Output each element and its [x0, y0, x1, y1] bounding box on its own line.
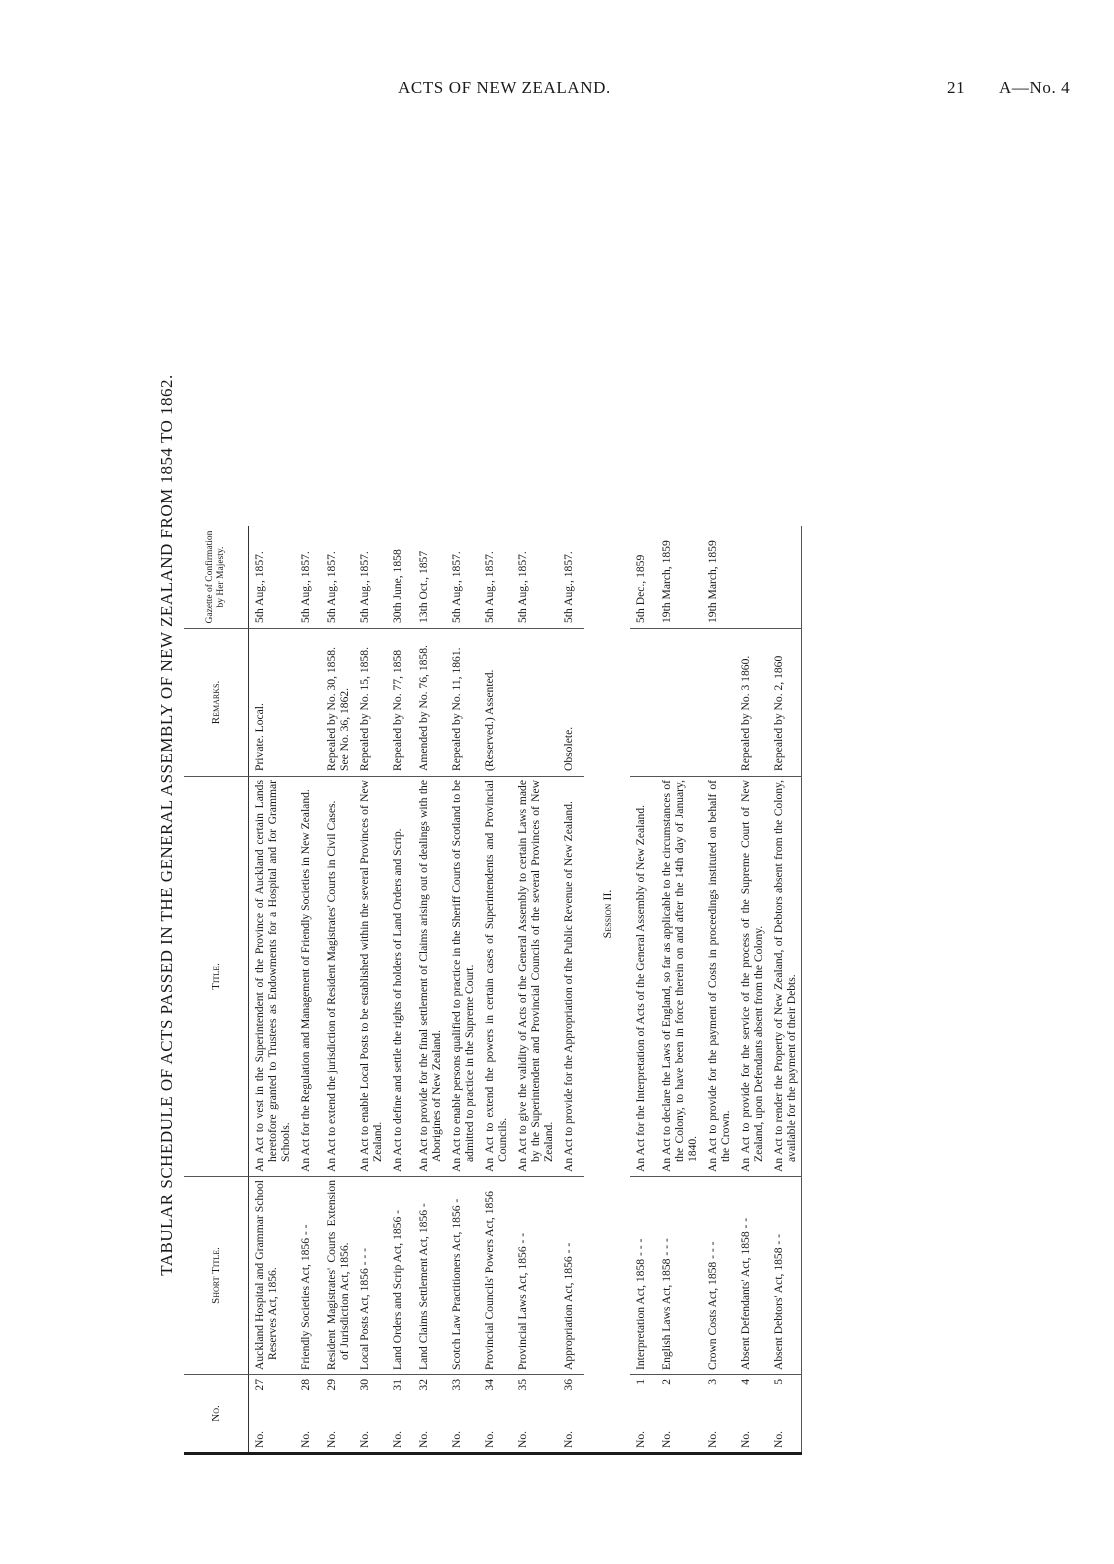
short-title-cell: Auckland Hospital and Grammar School Reserves Act, 1856. [249, 1176, 295, 1374]
row-prefix: No. [417, 1430, 430, 1448]
title-cell: An Act to extend the jurisdiction of Resident Magistrates' Courts in Civil Cases. [321, 776, 354, 1176]
row-prefix: No. [516, 1430, 529, 1448]
gazette-date-cell: 19th March, 1859 [660, 540, 673, 623]
page-number: 21 [947, 78, 966, 97]
row-prefix: No. [772, 1430, 785, 1448]
remarks-cell [702, 628, 735, 776]
row-number [656, 1374, 702, 1452]
short-title-cell: English Laws Act, 1858 - - - [656, 1176, 702, 1374]
title-cell: An Act for the Interpretation of Acts of the General Assembly of New Zealand. [630, 776, 656, 1176]
row-number [249, 1374, 295, 1452]
row-num: 30 [358, 1379, 371, 1391]
row-prefix: No. [634, 1430, 647, 1448]
short-title-cell: Land Claims Settlement Act, 1856 - [413, 1176, 446, 1374]
title-cell: An Act to provide for the service of the process of the Supreme Court of New Zealand, upon Defendants absent from the Colony. [735, 776, 768, 1176]
row-number [354, 1374, 387, 1452]
row-prefix: No. [739, 1430, 752, 1448]
row-prefix: No. [562, 1430, 575, 1448]
short-title-cell: Absent Debtors' Act, 1858 - - [768, 1176, 801, 1374]
gazette-date-cell: 19th March, 1859 [706, 540, 719, 623]
row-prefix: No. [299, 1430, 312, 1448]
remarks-cell [512, 628, 558, 776]
title-cell: An Act to provide for the Appropriation of the Public Revenue of New Zealand. [558, 776, 584, 1176]
short-title-cell: Scotch Law Practitioners Act, 1856 - [446, 1176, 479, 1374]
header-no: No. [184, 1374, 249, 1452]
row-num: 1 [634, 1379, 647, 1385]
row-number [702, 1374, 735, 1452]
short-title-cell: Land Orders and Scrip Act, 1856 - [387, 1176, 413, 1374]
row-prefix: No. [660, 1430, 673, 1448]
row-prefix: No. [358, 1430, 371, 1448]
row-num: 28 [299, 1379, 312, 1391]
row-num: 36 [562, 1379, 575, 1391]
row-number [768, 1374, 801, 1452]
title-cell: An Act to define and settle the rights of holders of Land Orders and Scrip. [387, 776, 413, 1176]
session-heading-text: Session II. [600, 889, 614, 939]
row-num: 27 [253, 1379, 266, 1391]
row-num: 34 [483, 1379, 496, 1391]
row-number [321, 1374, 354, 1452]
gazette-date-cell: 5th Aug., 1857. [483, 551, 496, 623]
short-title-cell: Absent Defendants' Act, 1858 - - [735, 1176, 768, 1374]
row-num: 5 [772, 1379, 785, 1385]
row-num: 4 [739, 1379, 752, 1385]
remarks-cell: Repealed by No. 30, 1858. See No. 36, 1862. [321, 628, 354, 776]
short-title-cell: Interpretation Act, 1858 - - - [630, 1176, 656, 1374]
row-number [479, 1374, 512, 1452]
gazette-date-cell: 5th Aug., 1857. [562, 551, 575, 623]
remarks-cell [295, 628, 321, 776]
row-number [512, 1374, 558, 1452]
gazette-date-cell [768, 526, 801, 628]
remarks-cell: Repealed by No. 3 1860. [735, 628, 768, 776]
gazette-date-cell [735, 526, 768, 628]
title-cell: An Act to render the Property of New Zealand, of Debtors absent from the Colony, available for the payment of their Debts. [768, 776, 801, 1176]
remarks-cell: Repealed by No. 77, 1858 [387, 628, 413, 776]
gazette-date-cell: 5th Aug., 1857. [299, 551, 312, 623]
row-prefix: No. [450, 1430, 463, 1448]
remarks-cell: Repealed by No. 2, 1860 [768, 628, 801, 776]
short-title-cell: Crown Costs Act, 1858 - - - [702, 1176, 735, 1374]
short-title-cell: Local Posts Act, 1856 - - - [354, 1176, 387, 1374]
remarks-cell [630, 628, 656, 776]
title-cell: An Act to give the validity of Acts of the General Assembly to certain Laws made by the Superintendent and Provincial Councils of the several Provinces of New Zealand. [512, 776, 558, 1176]
header-title: Title. [184, 776, 249, 1176]
row-number [413, 1374, 446, 1452]
header-gazette: Gazette of Confirmation by Her Majesty. [184, 526, 249, 628]
session-heading [584, 526, 630, 1452]
row-num: 2 [660, 1379, 673, 1385]
short-title-cell: Appropriation Act, 1856 - - [558, 1176, 584, 1374]
row-num: 32 [417, 1379, 430, 1391]
gazette-date-cell: 5th Aug., 1857. [253, 551, 266, 623]
title-cell: An Act to extend the powers in certain cases of Superintendents and Provincial Councils. [479, 776, 512, 1176]
gazette-date-cell: 30th June, 1858 [391, 549, 404, 623]
title-cell: An Act to provide for the final settlement of Claims arising out of dealings with the Aborigines of New Zealand. [413, 776, 446, 1176]
short-title-cell: Resident Magistrates' Courts Extension of Jurisdiction Act, 1856. [321, 1176, 354, 1374]
gazette-date-cell: 5th Dec., 1859 [634, 554, 647, 623]
row-num: 29 [325, 1379, 338, 1391]
gazette-date-cell: 13th Oct., 1857 [417, 550, 430, 623]
header-remarks: Remarks. [184, 628, 249, 776]
remarks-cell: Repealed by No. 11, 1861. [446, 628, 479, 776]
row-number [295, 1374, 321, 1452]
remarks-cell: Amended by No. 76, 1858. [413, 628, 446, 776]
remarks-cell: Obsolete. [558, 628, 584, 776]
title-cell: An Act to vest in the Superintendent of the Province of Auckland certain Lands heretofore granted to Trustees as Endowments for a Hospital and for Grammar Schools. [249, 776, 295, 1176]
row-num: 31 [391, 1379, 404, 1391]
remarks-cell [656, 628, 702, 776]
rotated-schedule [150, 125, 1095, 1525]
row-number [387, 1374, 413, 1452]
title-cell: An Act to provide for the payment of Costs in proceedings instituted on behalf of the Crown. [702, 776, 735, 1176]
gazette-date-cell: 5th Aug., 1857. [358, 551, 371, 623]
table-bottom-rule [801, 526, 802, 1452]
running-head-title: ACTS OF NEW ZEALAND. [398, 78, 611, 97]
remarks-cell: (Reserved.) Assented. [479, 628, 512, 776]
row-prefix: No. [325, 1430, 338, 1448]
remarks-cell: Private. Local. [249, 628, 295, 776]
row-prefix: No. [253, 1430, 266, 1448]
title-cell: An Act to enable Local Posts to be established within the several Provinces of New Zealand. [354, 776, 387, 1176]
gazette-date-cell: 5th Aug., 1857. [450, 551, 463, 623]
remarks-cell: Repealed by No. 15, 1858. [354, 628, 387, 776]
schedule-title: TABULAR SCHEDULE OF ACTS PASSED IN THE GENERAL ASSEMBLY OF NEW ZEALAND FROM 1854 TO 1862. [157, 374, 176, 1276]
row-num: 3 [706, 1379, 719, 1385]
row-prefix: No. [391, 1430, 404, 1448]
gazette-date-cell: 5th Aug., 1857. [516, 551, 529, 623]
title-cell: An Act for the Regulation and Management of Friendly Societies in New Zealand. [295, 776, 321, 1176]
gazette-date-cell: 5th Aug., 1857. [325, 551, 338, 623]
short-title-cell: Provincial Laws Act, 1856 - - [512, 1176, 558, 1374]
running-head [0, 78, 1114, 102]
row-number [558, 1374, 584, 1452]
short-title-cell: Provincial Councils' Powers Act, 1856 [479, 1176, 512, 1374]
row-number [630, 1374, 656, 1452]
row-prefix: No. [706, 1430, 719, 1448]
short-title-cell: Friendly Societies Act, 1856 - - [295, 1176, 321, 1374]
row-number [735, 1374, 768, 1452]
title-cell: An Act to declare the Laws of England, so far as applicable to the circumstances of the Colony, to have been in force therein on and after the 14th day of January, 1840. [656, 776, 702, 1176]
row-number [446, 1374, 479, 1452]
document-reference: A—No. 4 [999, 78, 1071, 97]
row-num: 33 [450, 1379, 463, 1391]
schedule-table [184, 526, 802, 1455]
row-num: 35 [516, 1379, 529, 1391]
header-short-title: Short Title. [184, 1176, 249, 1374]
row-prefix: No. [483, 1430, 496, 1448]
title-cell: An Act to enable persons qualified to practice in the Sheriff Courts of Scotland to be admitted to practice in the Supreme Court. [446, 776, 479, 1176]
